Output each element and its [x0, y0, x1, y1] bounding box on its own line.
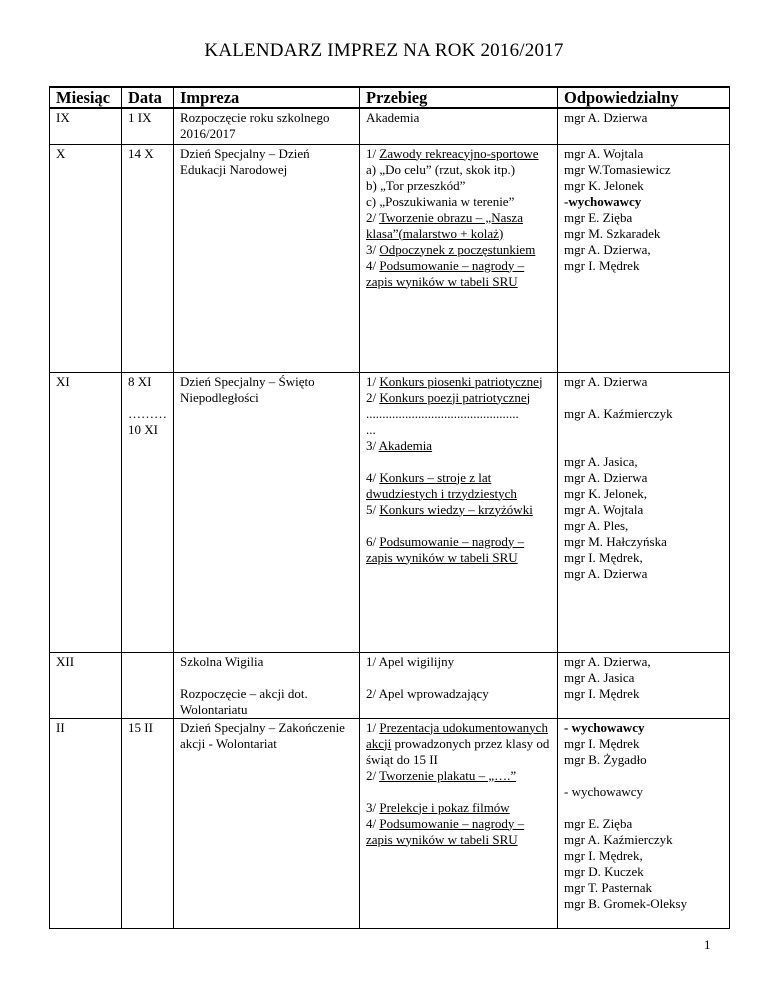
- responsible-person: mgr A. Ples,: [564, 517, 629, 533]
- responsible-person: mgr I. Mędrek,: [564, 847, 643, 863]
- responsible-person: mgr E. Zięba: [564, 815, 633, 831]
- month-cell: II: [50, 718, 122, 928]
- table-row: [50, 652, 730, 718]
- responsible-person: - wychowawcy: [564, 783, 644, 799]
- events-calendar-table: [49, 86, 730, 929]
- responsible-person: mgr M. Hałczyńska: [564, 533, 667, 549]
- course-item: 3/ Prelekcje i pokaz filmów: [366, 799, 510, 815]
- responsible-person: mgr B. Gromek-Oleksy: [564, 895, 688, 911]
- course-subitem: c) „Poszukiwania w terenie”: [366, 193, 515, 209]
- event-cell: Dzień Specjalny – Święto Niepodległości: [174, 372, 360, 652]
- responsible-person: mgr K. Jelonek,: [564, 485, 648, 501]
- course-item: 6/ Podsumowanie – nagrody – zapis wyników w tabeli SRU: [366, 533, 525, 565]
- responsible-cell: mgr A. Dzierwa: [558, 108, 730, 144]
- table-row: [50, 718, 730, 928]
- responsible-person: mgr A. Dzierwa: [564, 469, 648, 485]
- event-cell: Dzień Specjalny – Dzień Edukacji Narodowej: [174, 144, 360, 372]
- responsible-cell: [558, 144, 730, 372]
- responsible-person: mgr A. Kaźmierczyk: [564, 831, 673, 847]
- responsible-person: mgr I. Mędrek,: [564, 549, 643, 565]
- responsible-person: mgr K. Jelonek: [564, 177, 644, 193]
- course-subitem: b) „Tor przeszkód”: [366, 177, 466, 193]
- course-item: 3/ Akademia: [366, 437, 433, 453]
- responsible-cell: [558, 372, 730, 652]
- course-item: 2/ Tworzenie plakatu – „….”: [366, 767, 517, 783]
- page-title: KALENDARZ IMPREZ NA ROK 2016/2017: [204, 40, 564, 61]
- column-header-date: Data: [122, 87, 174, 108]
- responsible-person: mgr I. Mędrek: [564, 257, 640, 273]
- course-item: 1/ Konkurs piosenki patriotycznej: [366, 373, 543, 389]
- date-cell: [122, 652, 174, 718]
- column-header-course: Przebieg: [360, 87, 558, 108]
- responsible-person: mgr E. Zięba: [564, 209, 633, 225]
- course-item: 4/ Konkurs – stroje z lat dwudziestych i trzydziestych: [366, 469, 517, 501]
- responsible-person: mgr B. Żygadło: [564, 751, 647, 767]
- event-cell: Szkolna Wigilia Rozpoczęcie – akcji dot. Wolontariatu: [174, 652, 360, 718]
- course-item: 2/ Tworzenie obrazu – „Nasza klasa”(malarstwo + kolaż): [366, 209, 523, 241]
- table-header-row: [50, 87, 730, 108]
- responsible-person: mgr I. Mędrek: [564, 685, 640, 701]
- table-row: [50, 372, 730, 652]
- date-cell: 15 II: [122, 718, 174, 928]
- responsible-cell: [558, 718, 730, 928]
- responsible-person: mgr I. Mędrek: [564, 735, 640, 751]
- responsible-person: - wychowawcy: [564, 719, 645, 735]
- course-cell: 1/ Apel wigilijny 2/ Apel wprowadzający: [360, 652, 558, 718]
- date-cell: 8 XI ……… 10 XI: [122, 372, 174, 652]
- course-item: 3/ Odpoczynek z poczęstunkiem: [366, 241, 536, 257]
- course-cell: [360, 144, 558, 372]
- responsible-person: mgr A. Dzierwa: [564, 373, 648, 389]
- responsible-person: mgr A. Jasica: [564, 669, 635, 685]
- responsible-person: -wychowawcy: [564, 193, 642, 209]
- course-cell: [360, 372, 558, 652]
- course-item: 2/ Konkurs poezji patriotycznej: [366, 389, 531, 405]
- course-cell: Akademia: [360, 108, 558, 144]
- month-cell: IX: [50, 108, 122, 144]
- responsible-person: mgr A. Dzierwa,: [564, 241, 651, 257]
- course-item: 4/ Podsumowanie – nagrody – zapis wyników w tabeli SRU: [366, 257, 525, 289]
- month-cell: XII: [50, 652, 122, 718]
- page-number: 1: [704, 937, 711, 952]
- column-header-month: Miesiąc: [50, 87, 122, 108]
- month-cell: XI: [50, 372, 122, 652]
- date-cell: 1 IX: [122, 108, 174, 144]
- responsible-person: mgr A. Jasica,: [564, 453, 638, 469]
- course-dots: ...: [366, 421, 376, 437]
- course-subitem: a) „Do celu” (rzut, skok itp.): [366, 161, 516, 177]
- course-item: 4/ Podsumowanie – nagrody – zapis wyników w tabeli SRU: [366, 815, 525, 847]
- responsible-person: mgr A. Dzierwa: [564, 565, 648, 581]
- table-row: [50, 108, 730, 144]
- event-cell: Rozpoczęcie roku szkolnego 2016/2017: [174, 108, 360, 144]
- responsible-person: mgr M. Szkaradek: [564, 225, 661, 241]
- date-cell: 14 X: [122, 144, 174, 372]
- course-cell: [360, 718, 558, 928]
- table-row: [50, 144, 730, 372]
- responsible-person: mgr D. Kuczek: [564, 863, 644, 879]
- responsible-person: mgr T. Pasternak: [564, 879, 652, 895]
- column-header-responsible: Odpowiedzialny: [558, 87, 730, 108]
- course-dots: ...............................................: [366, 405, 519, 421]
- responsible-person: mgr A. Kaźmierczyk: [564, 405, 673, 421]
- responsible-person: mgr A. Wojtala: [564, 501, 644, 517]
- responsible-person: mgr W.Tomasiewicz: [564, 161, 671, 177]
- responsible-person: mgr A. Dzierwa,: [564, 653, 651, 669]
- column-header-event: Impreza: [174, 87, 360, 108]
- responsible-cell: [558, 652, 730, 718]
- month-cell: X: [50, 144, 122, 372]
- responsible-person: mgr A. Wojtala: [564, 145, 644, 161]
- course-item: 5/ Konkurs wiedzy – krzyżówki: [366, 501, 533, 517]
- course-item: 1/ Zawody rekreacyjno-sportowe: [366, 145, 539, 161]
- course-item: 1/ Prezentacja udokumentowanych akcji prowadzonych przez klasy od świąt do 15 II: [366, 719, 550, 767]
- event-cell: Dzień Specjalny – Zakończenie akcji - Wolontariat: [174, 718, 360, 928]
